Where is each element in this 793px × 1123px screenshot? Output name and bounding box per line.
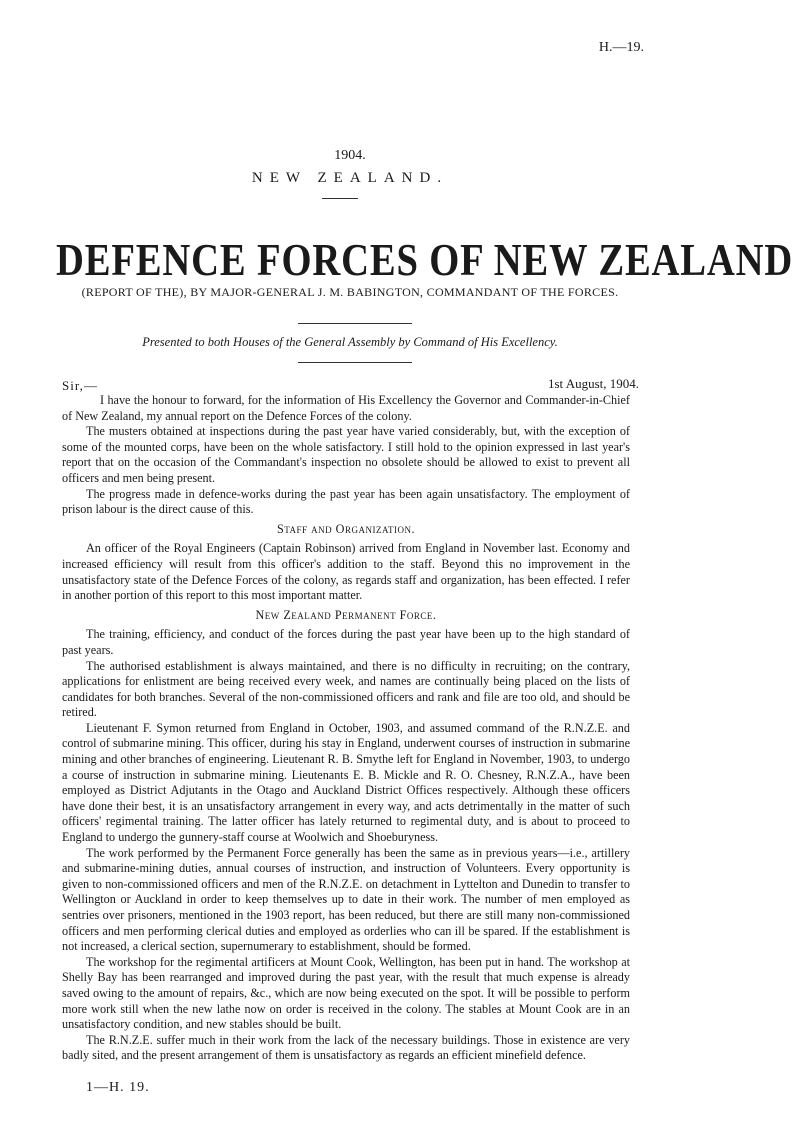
paragraph: The progress made in defence-works during the past year has been again unsatisfactory. The employment of prison labour is the direct cause of this. xyxy=(62,486,630,517)
paragraph: Lieutenant F. Symon returned from England in October, 1903, and assumed command of the R.N.Z.E. and control of submarine mining. This officer, during his stay in England, underwent courses of instruction in submarine mining and other branches of engineering. Lieutenant R. B. Smythe left for England in November, 1903, to undergo a course of instruction in submarine mining. Lieutenants E. B. Mickle and R. O. Chesney, R.N.Z.A., have been employed as District Adjutants in the Otago and Auckland District Offices respectively. Although these officers have done their best, it is an unsatisfactory arrangement in every way, and acts detrimentally in the matter of such officers' regimental training. The latter officer has lately returned to regimental duty, and is about to proceed to England to undergo the gunnery-staff course at Woolwich and Shoeburyness. xyxy=(62,720,630,845)
presented-note: Presented to both Houses of the General Assembly by Command of His Excellency. xyxy=(142,335,558,349)
section-heading-staff: Staff and Organization. xyxy=(277,521,415,536)
divider-rule xyxy=(298,323,412,324)
paragraph: The work performed by the Permanent Force generally has been the same as in previous years—i.e., artillery and submarine-mining duties, annual courses of instruction, and instruction of Volunteers. Every opportunity is given to non-commissioned officers and men of the R.N.Z.E. on detachment in Lyttelton and Dunedin to transfer to Wellington or Auckland in order to keep themselves up to date in their work. The number of men employed as sentries over prisoners, mentioned in the 1903 report, has been reduced, but there are still many non-commissioned officers and men performing clerical duties and employed as orderlies who can ill be spared. If the establishment is not increased, a clerical section, supernumerary to establishment, should be formed. xyxy=(62,845,630,954)
divider-rule xyxy=(322,198,358,199)
paragraph: I have the honour to forward, for the information of His Excellency the Governor and Commander-in-Chief of New Zealand, my annual report on the Defence Forces of the colony. xyxy=(62,393,630,423)
paragraph: The workshop for the regimental artificers at Mount Cook, Wellington, has been put in hand. The workshop at Shelly Bay has been rearranged and improved during the past year, with the result that much expense is already saved owing to the amount of repairs, &c., which are now being executed on the spot. It will be possible to perform more work still when the new lathe now on order is received in the colony. The stables at Mount Cook are in an unsatisfactory condition, and new stables should be built. xyxy=(62,954,630,1032)
document-reference: H.—19. xyxy=(598,40,644,55)
paragraph: The training, efficiency, and conduct of the forces during the past year have been up to the high standard of past years. xyxy=(62,627,630,657)
letter-body xyxy=(62,393,630,1064)
divider-rule xyxy=(298,362,412,363)
section-heading-permanent-force: New Zealand Permanent Force. xyxy=(255,607,437,622)
salutation: Sir,— xyxy=(62,378,98,393)
country-heading: NEW ZEALAND. xyxy=(251,170,449,186)
document-title: DEFENCE FORCES OF NEW ZEALAND xyxy=(56,234,793,285)
page-signature: 1—H. 19. xyxy=(86,1080,150,1095)
letter-date: 1st August, 1904. xyxy=(547,376,639,391)
paragraph: The authorised establishment is always maintained, and there is no difficulty in recruiting; on the contrary, applications for enlistment are being received every week, and names are continually being placed on the lists of candidates for both branches. Several of the non-commissioned officers and rank and file are too old, and should be retired. xyxy=(62,658,630,720)
year: 1904. xyxy=(334,148,366,163)
document-subtitle: (REPORT OF THE), BY MAJOR-GENERAL J. M. BABINGTON, COMMANDANT OF THE FORCES. xyxy=(81,285,619,299)
paragraph: The R.N.Z.E. suffer much in their work from the lack of the necessary buildings. Those in existence are very badly sited, and the present arrangement of them is unsatisfactory as regards an efficient minefield defence. xyxy=(62,1032,630,1063)
paragraph: The musters obtained at inspections during the past year have varied considerably, but, with the exception of some of the mounted corps, have been on the whole satisfactory. I still hold to the opinion expressed in last year's report that on the occasion of the Commandant's inspection no obsolete should be allowed to exist to prevent all officers and men being present. xyxy=(62,424,630,485)
paragraph: An officer of the Royal Engineers (Captain Robinson) arrived from England in November last. Economy and increased efficiency will result from this officer's addition to the staff. Beyond this no improvement in the unsatisfactory state of the Defence Forces of the colony, as regards staff and organization, has been effected. I refer in another portion of this report to this most important matter. xyxy=(62,541,630,603)
